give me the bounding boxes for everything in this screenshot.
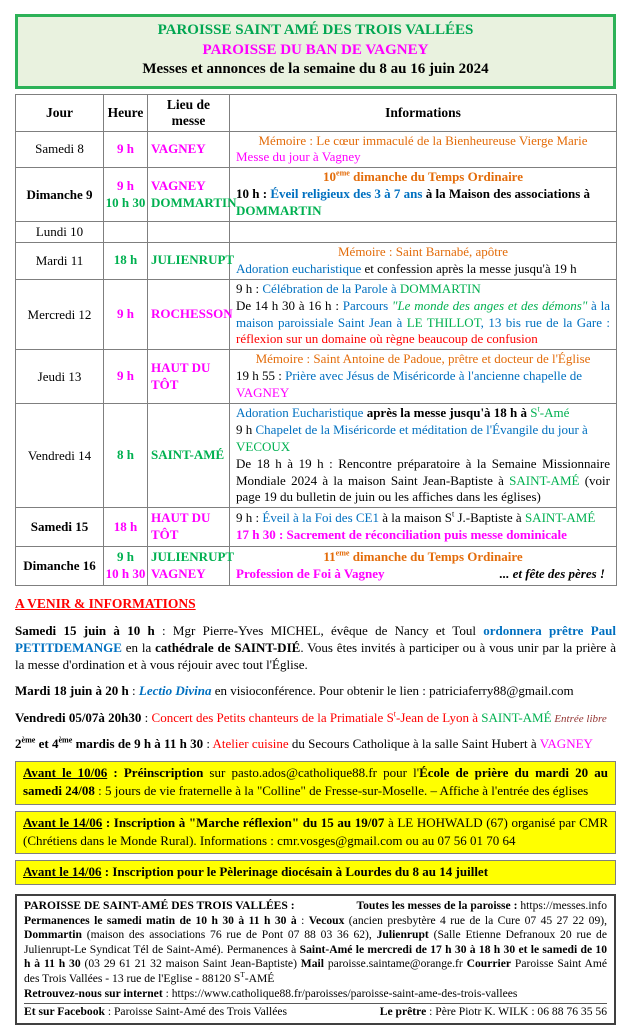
- col-header-informations: Informations: [230, 94, 617, 131]
- text-line: [15, 735, 616, 752]
- text-segment: VAGNEY: [151, 140, 206, 156]
- text-segment: Inscription pour le Pèlerinage diocésain à Lourdes du 8 au 14 juillet: [112, 863, 489, 879]
- text-line: [151, 141, 226, 158]
- text-segment: Courrier: [466, 957, 512, 971]
- text-segment: SAINT-AMÉ: [481, 709, 552, 725]
- text-segment: :: [101, 863, 113, 879]
- text-segment: Éveil à la Foi des CE1: [262, 510, 379, 526]
- text-line: [15, 622, 616, 673]
- text-segment: ROCHESSON: [151, 306, 233, 322]
- text-segment: à la Maison des associations à: [422, 186, 591, 202]
- text-segment: 10 h 30: [105, 194, 146, 210]
- footer-row-bottom: [24, 1003, 607, 1020]
- text-segment: DOMMARTIN: [151, 194, 237, 210]
- time-cell: [104, 403, 148, 507]
- text-segment: Prière avec Jésus de Miséricorde à l'ancienne chapelle de: [285, 368, 582, 384]
- text-segment: ème: [21, 735, 36, 745]
- day-cell: Jeudi 13: [16, 350, 104, 404]
- footer-contact-box: [15, 894, 616, 1025]
- text-segment: 9 h :: [236, 510, 263, 526]
- day-cell: Samedi 15: [16, 508, 104, 547]
- text-segment: Mémoire : Saint Barnabé, apôtre: [337, 243, 509, 259]
- text-segment: Retrouvez-nous sur internet: [24, 986, 163, 1000]
- text-segment: . Vous êtes invités à participer ou à vous unir par la prière à la messe d'ordination et à vous réjouir avec tout l'Église.: [15, 640, 616, 673]
- text-line: [236, 405, 610, 422]
- upcoming-section: [15, 596, 616, 752]
- text-segment: PAROISSE DE SAINT-AMÉ DES TROIS VALLÉES :: [24, 899, 295, 913]
- highlight-notice: [15, 761, 616, 804]
- text-segment: eme: [335, 548, 350, 558]
- time-cell: [104, 508, 148, 547]
- text-segment: École de prière du mardi 20 au samedi 24/08: [23, 765, 609, 799]
- text-segment: Mardi 18 juin à 20 h: [15, 683, 129, 699]
- text-segment: dimanche du Temps Ordinaire: [349, 549, 523, 565]
- place-cell: [148, 508, 230, 547]
- text-segment: Mail: [300, 957, 324, 971]
- text-line: [236, 549, 610, 566]
- place-cell: [148, 221, 230, 242]
- table-row: [16, 131, 617, 168]
- table-row: [16, 242, 617, 279]
- text-line: [236, 133, 610, 150]
- text-line: [236, 186, 610, 220]
- table-row: [16, 168, 617, 222]
- text-segment: , 13 bis rue de la Gare :: [480, 314, 610, 330]
- text-line: [151, 360, 226, 394]
- text-segment: à la maison S: [379, 510, 452, 526]
- text-segment: De 14 h 30 à 16 h :: [236, 297, 343, 313]
- time-cell: [104, 131, 148, 168]
- text-segment: SAINT-AMÉ: [509, 472, 580, 488]
- text-segment: Mémoire : Le cœur immaculé de la Bienheureuse Vierge Marie: [258, 132, 588, 148]
- info-cell: [230, 131, 617, 168]
- table-row: [16, 547, 617, 586]
- table-row: [16, 221, 617, 242]
- text-segment: -AMÉ: [244, 972, 275, 986]
- text-line: [15, 709, 616, 727]
- table-row: [16, 508, 617, 547]
- table-row: [16, 350, 617, 404]
- text-line: [151, 194, 237, 212]
- text-line: [105, 306, 146, 323]
- text-segment: :: [128, 683, 139, 699]
- text-line: [105, 549, 146, 566]
- text-line: [236, 527, 610, 544]
- text-segment: (maison des associations 76 rue de Pont 07 88 03 36 62),: [81, 928, 377, 942]
- text-line: [105, 368, 146, 385]
- footer-parish-name: [24, 899, 295, 914]
- text-segment: Julienrupt: [376, 928, 429, 942]
- text-segment: :: [141, 709, 152, 725]
- info-cell: [230, 508, 617, 547]
- text-segment: : Père Piotr K. WILK : 06 88 76 35 56: [426, 1005, 607, 1019]
- text-segment: 17 h 30 : Sacrement de réconciliation puis messe dominicale: [236, 527, 567, 543]
- place-cell: [148, 242, 235, 279]
- text-segment: HAUT DU TÔT: [151, 359, 211, 392]
- footer-row-top: [24, 899, 607, 914]
- table-row: [16, 279, 617, 350]
- text-segment: Entrée libre: [554, 712, 607, 725]
- day-cell: Dimanche 16: [16, 547, 104, 586]
- text-segment: :: [203, 736, 213, 752]
- text-segment: JULIENRUPT: [151, 252, 235, 268]
- footer-priest-contact: [380, 1005, 607, 1020]
- day-cell: Mercredi 12: [16, 279, 104, 350]
- text-segment: -Amé: [539, 404, 570, 420]
- text-line: [151, 252, 235, 269]
- text-segment: : https://www.catholique88.fr/paroisses/paroisse-saint-ame-des-trois-vallees: [162, 986, 518, 1000]
- info-cell: [230, 547, 617, 586]
- text-segment: t: [451, 509, 455, 519]
- text-segment: 9 h: [236, 421, 256, 437]
- text-segment: ordonnera prêtre Paul PETITDEMANGE: [15, 622, 617, 656]
- text-line: [151, 447, 226, 464]
- text-segment: : Mgr Pierre-Yves MICHEL, évêque de Nancy et Toul: [162, 622, 484, 638]
- text-segment: Concert des Petits chanteurs de la Primatiale S: [151, 709, 394, 725]
- text-segment: Mémoire : Saint Antoine de Padoue, prêtre et docteur de l'Église: [255, 351, 591, 367]
- text-segment: 11: [323, 549, 336, 565]
- col-header-lieu: Lieu de messe: [148, 94, 230, 131]
- text-segment: Avant le 14/06: [23, 863, 102, 879]
- text-segment: De 18 h à 19 h : Rencontre préparatoire à la Semaine Missionnaire Mondiale 2024 à la maison Saint Jean-Baptiste à: [236, 455, 610, 488]
- text-segment: T: [240, 971, 245, 980]
- text-line: [236, 244, 610, 261]
- text-line: [105, 178, 146, 195]
- text-segment: -Jean de Lyon à: [396, 709, 482, 725]
- day-cell: Samedi 8: [16, 131, 104, 168]
- text-segment: ... et fête des pères !: [499, 565, 605, 581]
- text-segment: eme: [336, 168, 350, 178]
- text-segment: (ancien presbytère 4 rue de la Cure 07 45 27 22 09),: [344, 913, 607, 927]
- text-segment: Atelier cuisine: [212, 736, 289, 752]
- table-row: [16, 403, 617, 507]
- footer-website: [24, 987, 607, 1002]
- place-cell: [148, 403, 230, 507]
- text-segment: VECOUX: [236, 438, 291, 454]
- text-line: [236, 351, 610, 368]
- text-segment: DOMMARTIN: [236, 203, 322, 219]
- text-segment: Préinscription: [123, 765, 204, 781]
- info-cell: [230, 279, 617, 350]
- time-cell: [104, 221, 148, 242]
- day-cell: Lundi 10: [16, 221, 104, 242]
- text-segment: 10 h :: [236, 186, 271, 202]
- text-segment: Profession de Foi à Vagney: [236, 565, 385, 581]
- text-line: [236, 281, 610, 298]
- text-segment: Et sur Facebook: [24, 1005, 105, 1019]
- text-segment: SAINT-AMÉ: [524, 510, 596, 526]
- text-segment: t: [393, 709, 397, 719]
- text-line: [151, 306, 233, 323]
- time-cell: [104, 547, 148, 586]
- text-segment: Le prêtre: [379, 1005, 427, 1019]
- text-segment: (voir page 19 du bulletin de juin ou les affiches dans les églises): [236, 472, 610, 505]
- text-line: [236, 149, 610, 166]
- footer-permanences: [24, 914, 607, 987]
- text-segment: mardis de 9 h à 11 h 30: [72, 736, 204, 752]
- text-segment: JULIENRUPT: [151, 549, 235, 565]
- text-segment: https://messes.info: [517, 899, 607, 913]
- text-segment: : Paroisse Saint-Amé des Trois Vallées: [104, 1005, 288, 1019]
- text-segment: :: [296, 913, 309, 927]
- text-segment: HAUT DU TÔT: [151, 510, 211, 543]
- text-line: [105, 252, 146, 269]
- place-cell: [148, 350, 230, 404]
- upcoming-section-title: A VENIR & INFORMATIONS: [15, 595, 196, 611]
- text-segment: Avant le 10/06: [23, 765, 108, 781]
- text-segment: à la maison paroissiale Saint Jean à: [236, 297, 610, 330]
- parish-subtitle: PAROISSE DU BAN DE VAGNEY: [202, 41, 429, 58]
- text-segment: Adoration Eucharistique: [236, 404, 367, 420]
- text-segment: 18 h: [113, 518, 138, 534]
- text-segment: 9 h: [117, 306, 134, 322]
- text-segment: 9 h: [117, 140, 134, 156]
- text-segment: VAGNEY: [539, 736, 593, 752]
- text-segment: VAGNEY: [151, 565, 206, 581]
- text-line: [105, 141, 146, 158]
- text-segment: réflexion sur un domaine où règne beaucoup de confusion: [236, 331, 538, 347]
- text-segment: à LE HOHWALD (67) organisé par CMR (Chrétiens dans le Monde Rural). Informations : cmr.vosges@gmail.com ou au 07 56 01 70 64: [23, 814, 608, 848]
- text-line: [105, 519, 146, 536]
- time-cell: [104, 242, 148, 279]
- text-segment: Dommartin: [24, 928, 82, 942]
- text-segment: Avant le 14/06: [23, 814, 103, 830]
- text-segment: :: [107, 765, 124, 781]
- text-line: [236, 169, 610, 186]
- footer-masses-link: [356, 899, 607, 914]
- text-segment: dimanche du Temps Ordinaire: [349, 169, 523, 185]
- text-segment: et confession après la messe jusqu'à 19 h: [361, 260, 577, 276]
- text-line: [151, 510, 226, 544]
- text-segment: Lectio Divina: [138, 683, 212, 699]
- text-line: [105, 566, 146, 583]
- text-line: [236, 261, 610, 278]
- text-segment: (Salle Etienne Defranoux 20 rue de Julienrupt-Le Syndicat Tél de Saint-Amé). Permanences à: [24, 928, 607, 956]
- text-segment: ème: [58, 735, 73, 745]
- highlight-notice: [15, 860, 616, 885]
- text-segment: Célébration de la Parole à: [262, 280, 400, 296]
- place-cell: [148, 279, 233, 350]
- text-segment: (03 29 61 21 32 maison Saint Jean-Baptiste): [80, 957, 301, 971]
- text-segment: en visioconférence. Pour obtenir le lien : patriciaferry88@gmail.com: [211, 683, 574, 699]
- col-header-jour: Jour: [16, 94, 104, 131]
- place-cell: [148, 168, 237, 222]
- info-cell: [230, 168, 617, 222]
- place-cell: [148, 131, 230, 168]
- text-segment: 18 h: [113, 252, 138, 268]
- text-segment: VAGNEY: [151, 177, 206, 193]
- text-segment: S: [530, 404, 538, 420]
- text-segment: 10: [323, 169, 336, 185]
- text-segment: LE THILLOT: [406, 314, 481, 330]
- text-segment: 8 h: [117, 447, 134, 463]
- mass-schedule-table: [15, 94, 617, 586]
- text-line: [105, 195, 146, 212]
- text-segment: : 5 jours de vie fraternelle à la "Colline" de Fresse-sur-Moselle. – Affiche à l'entrée des églises: [94, 783, 589, 799]
- text-segment: du Secours Catholique à la salle Saint Hubert à: [288, 736, 540, 752]
- time-cell: [104, 168, 148, 222]
- header: [15, 14, 616, 89]
- text-segment: VAGNEY: [236, 385, 290, 401]
- text-line: [151, 549, 235, 566]
- text-line: [236, 566, 610, 583]
- text-segment: Samedi 15 juin à 10 h: [15, 622, 163, 638]
- text-line: [105, 447, 146, 464]
- text-segment: "Le monde des anges et des démons": [391, 297, 588, 313]
- text-segment: Permanences le samedi matin de 10 h 30 à 11 h 30 à: [24, 913, 297, 927]
- upcoming-announcements: [15, 622, 616, 752]
- text-segment: Adoration eucharistique: [236, 260, 362, 276]
- text-segment: en la: [121, 640, 156, 656]
- text-segment: t: [537, 404, 540, 414]
- highlight-notice: [15, 811, 616, 854]
- text-segment: Saint-Amé le mercredi de 17 h 30 à 18 h 30 et le samedi de 10 h à 11 h 30: [24, 942, 607, 971]
- text-segment: Paroisse Saint Amé des Trois Vallées - 13 rue de l'Eglise - 88120 S: [24, 957, 607, 986]
- highlight-notices: [15, 761, 616, 885]
- day-cell: Dimanche 9: [16, 168, 104, 222]
- text-segment: Parcours: [342, 297, 392, 313]
- info-cell: [230, 350, 617, 404]
- text-segment: sur pasto.ados@catholique88.fr pour l': [203, 765, 420, 781]
- text-segment: 2: [15, 736, 22, 752]
- time-cell: [104, 350, 148, 404]
- text-segment: Inscription à "Marche réflexion" du 15 au 19/07: [113, 814, 385, 830]
- text-segment: paroisse.saintame@orange.fr: [323, 957, 467, 971]
- text-segment: 19 h 55 :: [236, 368, 286, 384]
- text-segment: Chapelet de la Miséricorde et méditation de l'Évangile du jour à: [255, 421, 588, 437]
- text-segment: :: [102, 814, 114, 830]
- time-cell: [104, 279, 148, 350]
- day-cell: Mardi 11: [16, 242, 104, 279]
- text-line: [151, 178, 226, 195]
- text-segment: Éveil religieux des 3 à 7 ans: [270, 186, 423, 202]
- text-segment: 9 h: [117, 368, 134, 384]
- text-segment: Messe du jour à Vagney: [236, 149, 361, 165]
- text-segment: Vecoux: [308, 913, 345, 927]
- text-line: [15, 682, 616, 699]
- text-line: [151, 566, 226, 583]
- text-line: [236, 422, 610, 456]
- place-cell: [148, 547, 235, 586]
- text-line: [236, 456, 610, 507]
- info-cell: [230, 221, 617, 242]
- col-header-heure: Heure: [104, 94, 148, 131]
- parish-title: PAROISSE SAINT AMÉ DES TROIS VALLÉES: [157, 22, 474, 38]
- text-segment: J.-Baptiste à: [454, 510, 525, 526]
- text-segment: DOMMARTIN: [399, 280, 481, 296]
- text-segment: cathédrale de SAINT-DIÉ: [155, 640, 301, 656]
- text-segment: SAINT-AMÉ: [151, 447, 225, 463]
- text-line: [236, 298, 610, 349]
- table-header-row: [16, 94, 617, 131]
- text-segment: 9 h: [117, 177, 134, 193]
- info-cell: [230, 242, 617, 279]
- text-segment: 9 h :: [236, 280, 263, 296]
- text-line: [236, 368, 610, 402]
- day-cell: Vendredi 14: [16, 403, 104, 507]
- text-segment: 10 h 30: [105, 565, 146, 581]
- text-segment: 9 h: [117, 549, 134, 565]
- text-segment: après la messe jusqu'à 18 h à: [366, 404, 531, 420]
- week-range-title: Messes et annonces de la semaine du 8 au 16 juin 2024: [142, 61, 489, 77]
- text-line: [236, 510, 610, 527]
- text-segment: Vendredi 05/07à 20h30: [15, 709, 142, 725]
- footer-facebook: [24, 1005, 287, 1020]
- text-segment: Toutes les messes de la paroisse :: [356, 899, 518, 913]
- info-cell: [230, 403, 617, 507]
- text-segment: et 4: [35, 736, 59, 752]
